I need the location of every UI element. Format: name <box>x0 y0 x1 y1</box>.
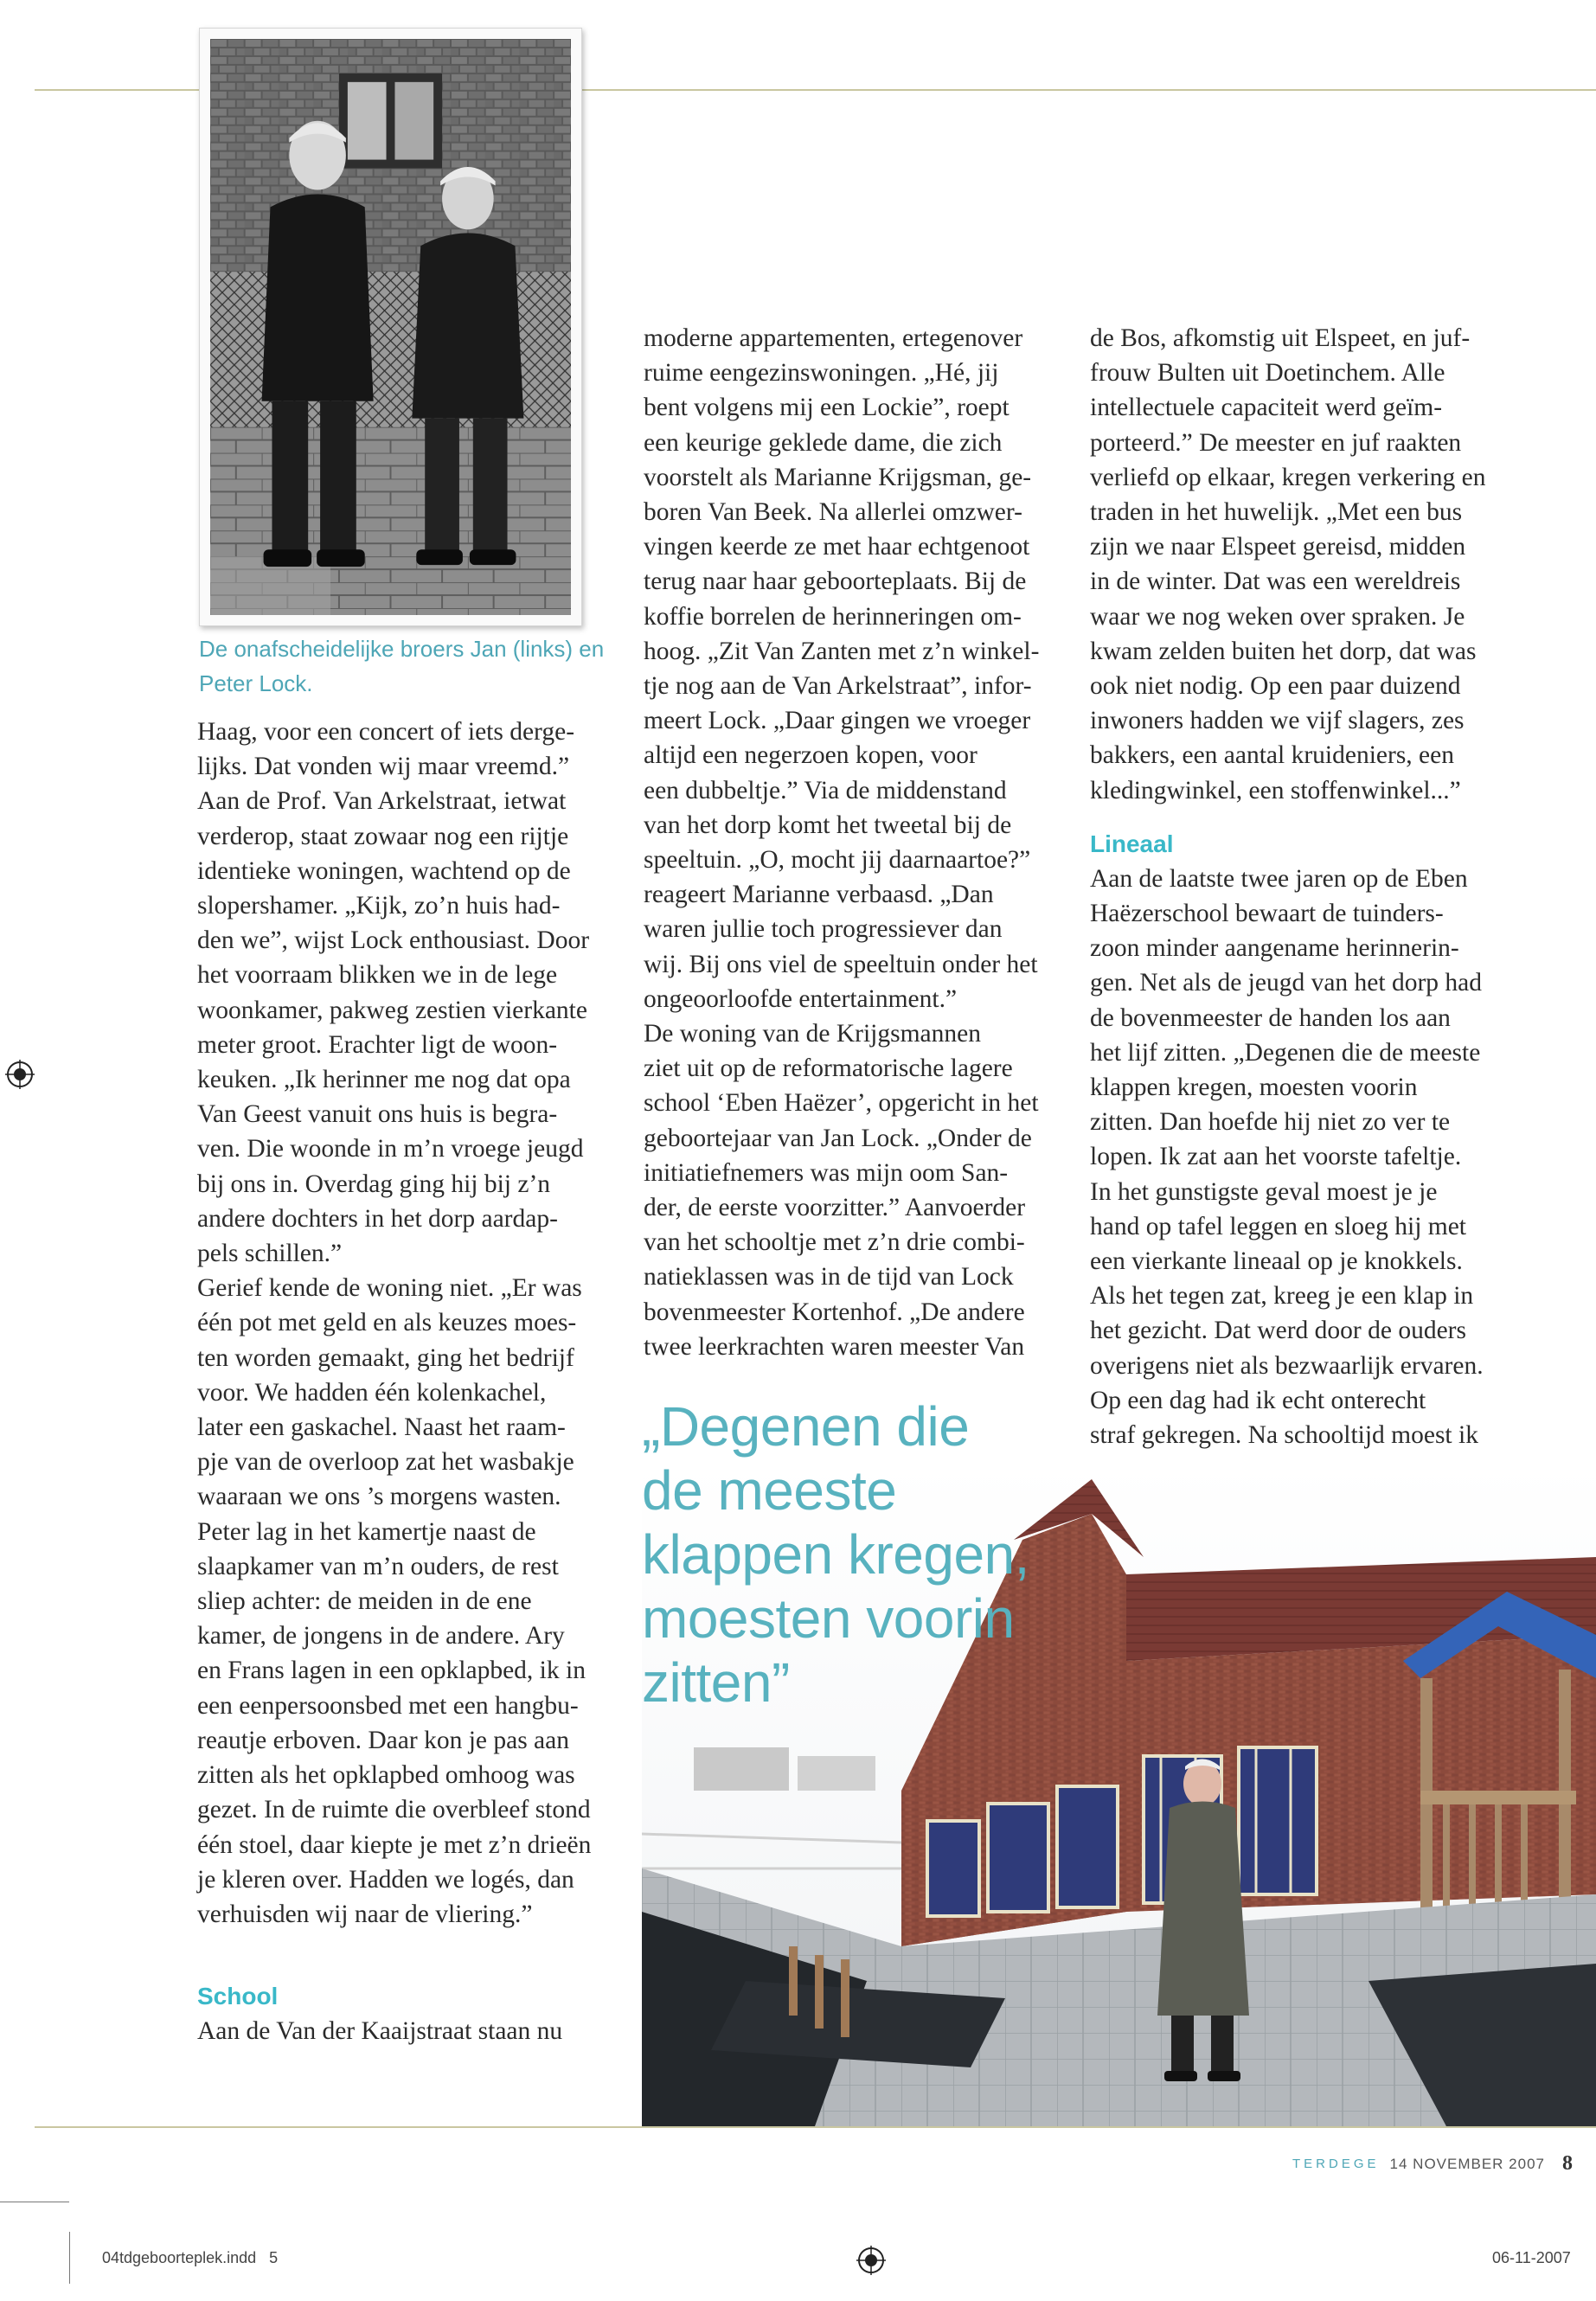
text-line: ruime eengezinswoningen. „Hé, jij <box>644 359 999 388</box>
text-line: intellectuele capaciteit werd geïm- <box>1090 394 1443 422</box>
text-line: later een gaskachel. Naast het raam- <box>197 1413 566 1442</box>
subheading-school: School <box>197 1983 279 2009</box>
slug-filename: 04tdgeboorteplek.indd 5 <box>102 2249 279 2266</box>
pull-quote-line: „Degenen die <box>642 1395 970 1458</box>
school-section <box>197 1979 630 2048</box>
text-line: inwoners hadden we vijf slagers, zes <box>1090 707 1465 735</box>
text-line: keuken. „Ik herinner me nog dat opa <box>197 1066 571 1094</box>
text-line: tje nog aan de Van Arkelstraat”, infor- <box>644 672 1032 701</box>
column-3-part-b <box>1090 862 1522 1452</box>
text-line: ten worden gemaakt, ging het bedrijf <box>197 1343 574 1372</box>
text-line: voor. We hadden één kolenkachel, <box>197 1378 547 1407</box>
text-line: bakkers, een aantal kruideniers, een <box>1090 741 1454 770</box>
text-line: pels schillen.” <box>197 1240 343 1268</box>
text-line: gen. Net als de jeugd van het dorp had <box>1090 969 1483 997</box>
bottom-rule <box>35 2126 1596 2128</box>
text-line: straf gekregen. Na schooltijd moest ik <box>1090 1421 1478 1450</box>
crop-mark-vertical <box>69 2232 70 2284</box>
text-line: waar we nog weken over spraken. Je <box>1090 602 1465 631</box>
text-line: kamer, de jongens in de andere. Ary <box>197 1622 565 1650</box>
pull-quote-line: moesten voorin <box>642 1587 1015 1650</box>
text-line: kledingwinkel, een stoffenwinkel...” <box>1090 776 1461 804</box>
text-line: Van Geest vanuit ons huis is begra- <box>197 1100 558 1129</box>
text-line: traden in het huwelijk. „Met een bus <box>1090 498 1463 527</box>
text-line: slaapkamer van m’n ouders, de rest <box>197 1552 559 1580</box>
brothers-photo <box>199 28 582 626</box>
text-line: van het schooltje met z’n drie combi- <box>644 1228 1025 1257</box>
text-line: Peter lag in het kamertje naast de <box>197 1517 536 1546</box>
pull-quote <box>642 1394 1092 1715</box>
text-line: ziet uit op de reformatorische lagere <box>644 1054 1013 1083</box>
pull-quote-line: zitten” <box>642 1651 790 1714</box>
text-line: geboortejaar van Jan Lock. „Onder de <box>644 1124 1032 1152</box>
text-line: vingen keerde ze met haar echtgenoot <box>644 533 1030 561</box>
text-line: porteerd.” De meester en juf raakten <box>1090 428 1462 457</box>
text-line: het gezicht. Dat werd door de ouders <box>1090 1317 1466 1345</box>
text-line: sliep achter: de meiden in de ene <box>197 1587 532 1616</box>
text-line: slopershamer. „Kijk, zo’n huis had- <box>197 892 561 920</box>
text-line: twee leerkrachten waren meester Van <box>644 1332 1025 1361</box>
text-line: één stoel, daar kiepte je met z’n drieën <box>197 1830 592 1859</box>
text-line: de Bos, afkomstig uit Elspeet, en juf- <box>1090 324 1471 352</box>
column-2 <box>644 321 1059 1364</box>
text-line: den we”, wijst Lock enthousiast. Door <box>197 926 590 955</box>
pull-quote-line: klappen kregen, <box>642 1523 1029 1586</box>
text-line: Aan de laatste twee jaren op de Eben <box>1090 864 1468 893</box>
slug-date: 06-11-2007 <box>1492 2249 1571 2266</box>
text-line: overigens niet als bezwaarlijk ervaren. <box>1090 1351 1484 1380</box>
text-line: Aan de Prof. Van Arkelstraat, ietwat <box>197 787 567 816</box>
text-line: terug naar haar geboorteplaats. Bij de <box>644 567 1027 596</box>
text-line: lijks. Dat vonden wij maar vreemd.” <box>197 753 570 781</box>
text-line: een keurige geklede dame, die zich <box>644 428 1003 457</box>
text-line: boren Van Beek. Na allerlei omzwer- <box>644 498 1022 527</box>
text-line: bij ons in. Overdag ging hij bij z’n <box>197 1170 551 1198</box>
text-line: Gerief kende de woning niet. „Er was <box>197 1274 582 1303</box>
text-line: zijn we naar Elspeet gereisd, midden <box>1090 533 1466 561</box>
text-line: het lijf zitten. „Degenen die de meeste <box>1090 1038 1481 1067</box>
text-line: De woning van de Krijgsmannen <box>644 1020 981 1048</box>
text-line: zoon minder aangename herinnerin- <box>1090 934 1459 963</box>
column-1 <box>197 715 621 1932</box>
text-line: klappen kregen, moesten voorin <box>1090 1074 1418 1102</box>
text-line: verliefd op elkaar, kregen verkering en <box>1090 463 1486 491</box>
text-line: bovenmeester Kortenhof. „De andere <box>644 1298 1025 1326</box>
text-line: frouw Bulten uit Doetinchem. Alle <box>1090 359 1445 388</box>
magazine-name: TERDEGE <box>1292 2157 1380 2171</box>
text-line: wij. Bij ons viel de speeltuin onder het <box>644 950 1038 978</box>
text-line: identieke woningen, wachtend op de <box>197 856 571 885</box>
text-line: Op een dag had ik echt onterecht <box>1090 1386 1426 1414</box>
text-line: zitten. Dan hoefde hij niet zo ver te <box>1090 1108 1451 1137</box>
photo-caption: De onafscheidelijke broers Jan (links) en Peter Lock. <box>199 636 605 696</box>
text-line: Haag, voor een concert of iets derge- <box>197 718 575 746</box>
text-line: van het dorp komt het tweetal bij de <box>644 811 1012 839</box>
text-line: verhuisden wij naar de vliering.” <box>197 1900 533 1928</box>
text-line: ven. Die woonde in m’n vroege jeugd <box>197 1135 584 1163</box>
text-line: der, de eerste voorzitter.” Aanvoerder <box>644 1194 1026 1222</box>
text-line: één pot met geld en als keuzes moes- <box>197 1309 577 1337</box>
text-line: en Frans lagen in een opklapbed, ik in <box>197 1657 586 1685</box>
registration-mark-icon <box>856 2246 886 2275</box>
pull-quote-line: de meeste <box>642 1459 897 1522</box>
brothers-photo-image <box>210 39 571 615</box>
text-line: een eenpersoonsbed met een hangbu- <box>197 1691 579 1720</box>
text-line: verderop, staat zowaar nog een rijtje <box>197 822 569 850</box>
text-line: altijd een negerzoen kopen, voor <box>644 741 977 770</box>
text-line: hoog. „Zit Van Zanten met z’n winkel- <box>644 637 1040 665</box>
text-line: In het gunstigste geval moest je je <box>1090 1177 1438 1206</box>
text-line: ongeoorloofde entertainment.” <box>644 984 958 1013</box>
text-line: waren jullie toch progressiever dan <box>644 915 1003 944</box>
text-line: bent volgens mij een Lockie”, roept <box>644 394 1010 422</box>
subheading-lineaal: Lineaal <box>1090 830 1174 857</box>
column-3-part-a <box>1090 321 1522 808</box>
issue-date: 14 NOVEMBER 2007 <box>1389 2155 1545 2172</box>
page-footer <box>1292 2152 1574 2176</box>
text-line: speeltuin. „O, mocht jij daarnaartoe?” <box>644 846 1031 875</box>
registration-mark-icon <box>5 1060 35 1089</box>
text-line: Als het tegen zat, kreeg je een klap in <box>1090 1282 1474 1311</box>
text-line: initiatiefnemers was mijn oom San- <box>644 1158 1009 1187</box>
text-line: het voorraam blikken we in de lege <box>197 961 558 990</box>
text-line: in de winter. Dat was een wereldreis <box>1090 567 1461 596</box>
text-line: je kleren over. Hadden we logés, dan <box>197 1865 574 1894</box>
text-line: school ‘Eben Haëzer’, opgericht in het <box>644 1089 1039 1118</box>
text-line: reautje erboven. Daar kon je pas aan <box>197 1726 569 1754</box>
text-line: woonkamer, pakweg zestien vierkante <box>197 996 587 1024</box>
text-line: Haëzerschool bewaart de tuinders- <box>1090 900 1444 928</box>
text-line: ook niet nodig. Op een paar duizend <box>1090 672 1461 701</box>
page-number: 8 <box>1562 2152 1574 2175</box>
text-line: zitten als het opklapbed omhoog was <box>197 1761 575 1790</box>
column-3 <box>1090 321 1522 1452</box>
text-line: de bovenmeester de handen los aan <box>1090 1003 1451 1032</box>
text-line: gezet. In de ruimte die overbleef stond <box>197 1796 591 1824</box>
text-line: reageert Marianne verbaasd. „Dan <box>644 881 994 909</box>
text-line: meter groot. Erachter ligt de woon- <box>197 1030 558 1059</box>
text-line: moderne appartementen, ertegenover <box>644 324 1023 352</box>
text-line: meert Lock. „Daar gingen we vroeger <box>644 707 1031 735</box>
text-line: koffie borrelen de herinneringen om- <box>644 602 1022 631</box>
text-line: lopen. Ik zat aan het voorste tafeltje. <box>1090 1143 1462 1171</box>
school-first-line: Aan de Van der Kaaijstraat staan nu <box>197 2017 563 2045</box>
text-line: waaraan we ons ’s morgens wasten. <box>197 1483 561 1511</box>
text-line: hand op tafel leggen en sloeg hij met <box>1090 1212 1466 1240</box>
text-line: pje van de overloop zat het wasbakje <box>197 1448 574 1477</box>
text-line: een dubbeltje.” Via de middenstand <box>644 776 1007 804</box>
text-line: een vierkante lineaal op je knokkels. <box>1090 1247 1463 1276</box>
text-line: natieklassen was in de tijd van Lock <box>644 1263 1014 1292</box>
text-line: voorstelt als Marianne Krijgsman, ge- <box>644 463 1032 491</box>
text-line: kwam zelden buiten het dorp, dat was <box>1090 637 1477 665</box>
text-line: andere dochters in het dorp aardap- <box>197 1204 558 1233</box>
